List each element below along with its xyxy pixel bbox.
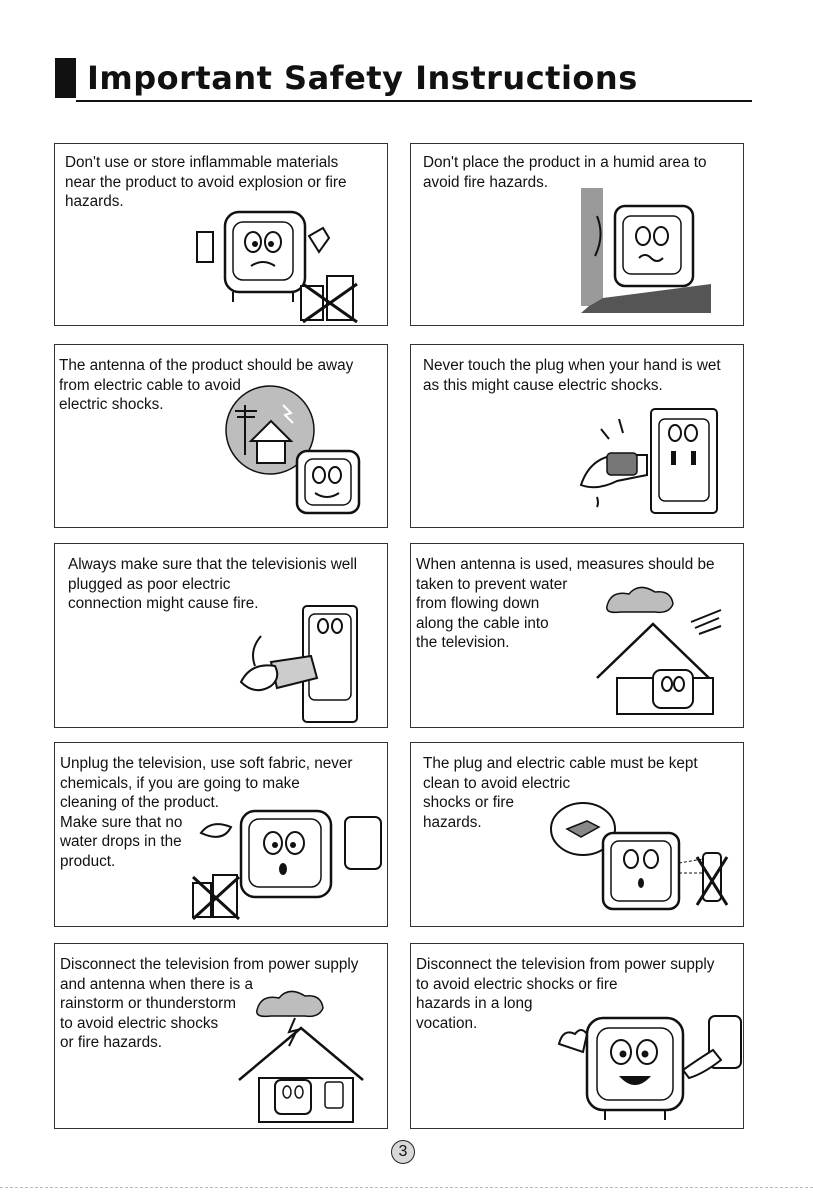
humid-room-illustration (581, 188, 731, 313)
panel-text: Disconnect the television from power supply to avoid electric shocks or fire hazards in a long vocation. (416, 956, 715, 1032)
panel-inflammable (54, 143, 388, 326)
panel-cleaning (54, 742, 388, 927)
panel-text: The antenna of the product should be away from electric cable to avoid electric shocks. (59, 357, 354, 413)
panel-plugged (54, 543, 388, 728)
panel-clean-plug (410, 742, 744, 927)
panel-text: Don't place the product in a humid area to avoid fire hazards. (423, 154, 707, 191)
header-bar (55, 58, 76, 98)
panel-text: Always make sure that the televisionis well plugged as poor electric connection might cause fire. (68, 556, 358, 612)
panel-antenna-water (410, 543, 744, 728)
page-title: Important Safety Instructions (87, 59, 638, 97)
panel-antenna-cable (54, 344, 388, 528)
panel-humid (410, 143, 744, 326)
header-rule (76, 100, 752, 102)
panel-text: When antenna is used, measures should be taken to prevent water from flowing down along the cable into the television. (416, 556, 715, 651)
panel-text: Unplug the television, use soft fabric, never chemicals, if you are going to make cleaning of the product. Make sure that no water drops in the product. (60, 755, 353, 870)
panel-thunderstorm (54, 943, 388, 1129)
panel-text: Don't use or store inflammable materials near the product to avoid explosion or fire hazards. (65, 154, 347, 210)
page-header (55, 58, 752, 102)
panel-long-vacation (410, 943, 744, 1129)
wet-hand-plug-illustration (571, 405, 731, 525)
tv-cartoon-illustration (189, 206, 379, 324)
page-bottom-edge (0, 1187, 813, 1188)
panel-text: The plug and electric cable must be kept clean to avoid electric shocks or fire hazards. (423, 755, 698, 831)
rain-house-illustration (591, 586, 741, 721)
storm-house-illustration (225, 988, 375, 1128)
page-number: 3 (391, 1140, 415, 1164)
cleaning-tv-illustration (185, 793, 385, 923)
panel-text: Disconnect the television from power supply and antenna when there is a rainstorm or thunderstorm to avoid electric shocks or fire hazards. (60, 956, 359, 1051)
clean-plug-tv-illustration (531, 793, 731, 923)
plug-outlet-illustration (231, 596, 371, 726)
unplug-tv-illustration (545, 1000, 744, 1125)
antenna-house-illustration (215, 385, 375, 525)
panel-text: Never touch the plug when your hand is wet as this might cause electric shocks. (423, 357, 721, 394)
panel-wet-hand (410, 344, 744, 528)
